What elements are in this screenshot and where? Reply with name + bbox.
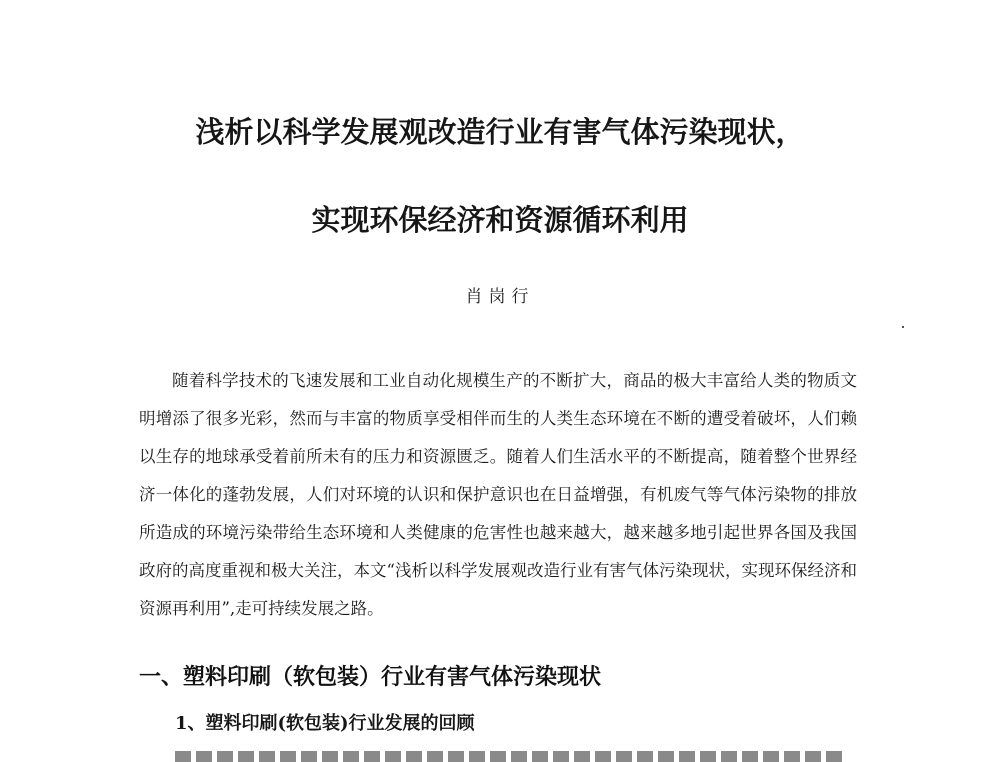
author-name: 肖岗行 xyxy=(465,287,535,307)
subsection-heading: 1、塑料印刷(软包装)行业发展的回顾 xyxy=(175,713,475,734)
scan-speck xyxy=(902,326,904,328)
title-line-1: 浅析以科学发展观改造行业有害气体污染现状， xyxy=(195,115,805,149)
intro-paragraph: 随着科学技术的飞速发展和工业自动化规模生产的不断扩大，商品的极大丰富给人类的物质文明增添了很多光彩，然而与丰富的物质享受相伴而生的人类生态环境在不断的遭受着破坏，人们赖以生存的地球承受着前所未有的压力和资源匮乏。随着人们生活水平的不断提高，随着整个世界经济一体化的蓬勃发展，人们对环境的认识和保护意识也在日益增强，有机废气等气体污染物的排放所造成的环境污染带给生态环境和人类健康的危害性也越来越大，越来越多地引起世界各国及我国政府的高度重视和极大关注，本文“浅析以科学发展观改造行业有害气体污染现状，实现环保经济和资源再利用”,走可持续发展之路。 xyxy=(139,371,857,618)
title-line-2: 实现环保经济和资源循环利用 xyxy=(311,203,689,237)
section-heading: 一、塑料印刷（软包装）行业有害气体污染现状 xyxy=(139,665,602,690)
